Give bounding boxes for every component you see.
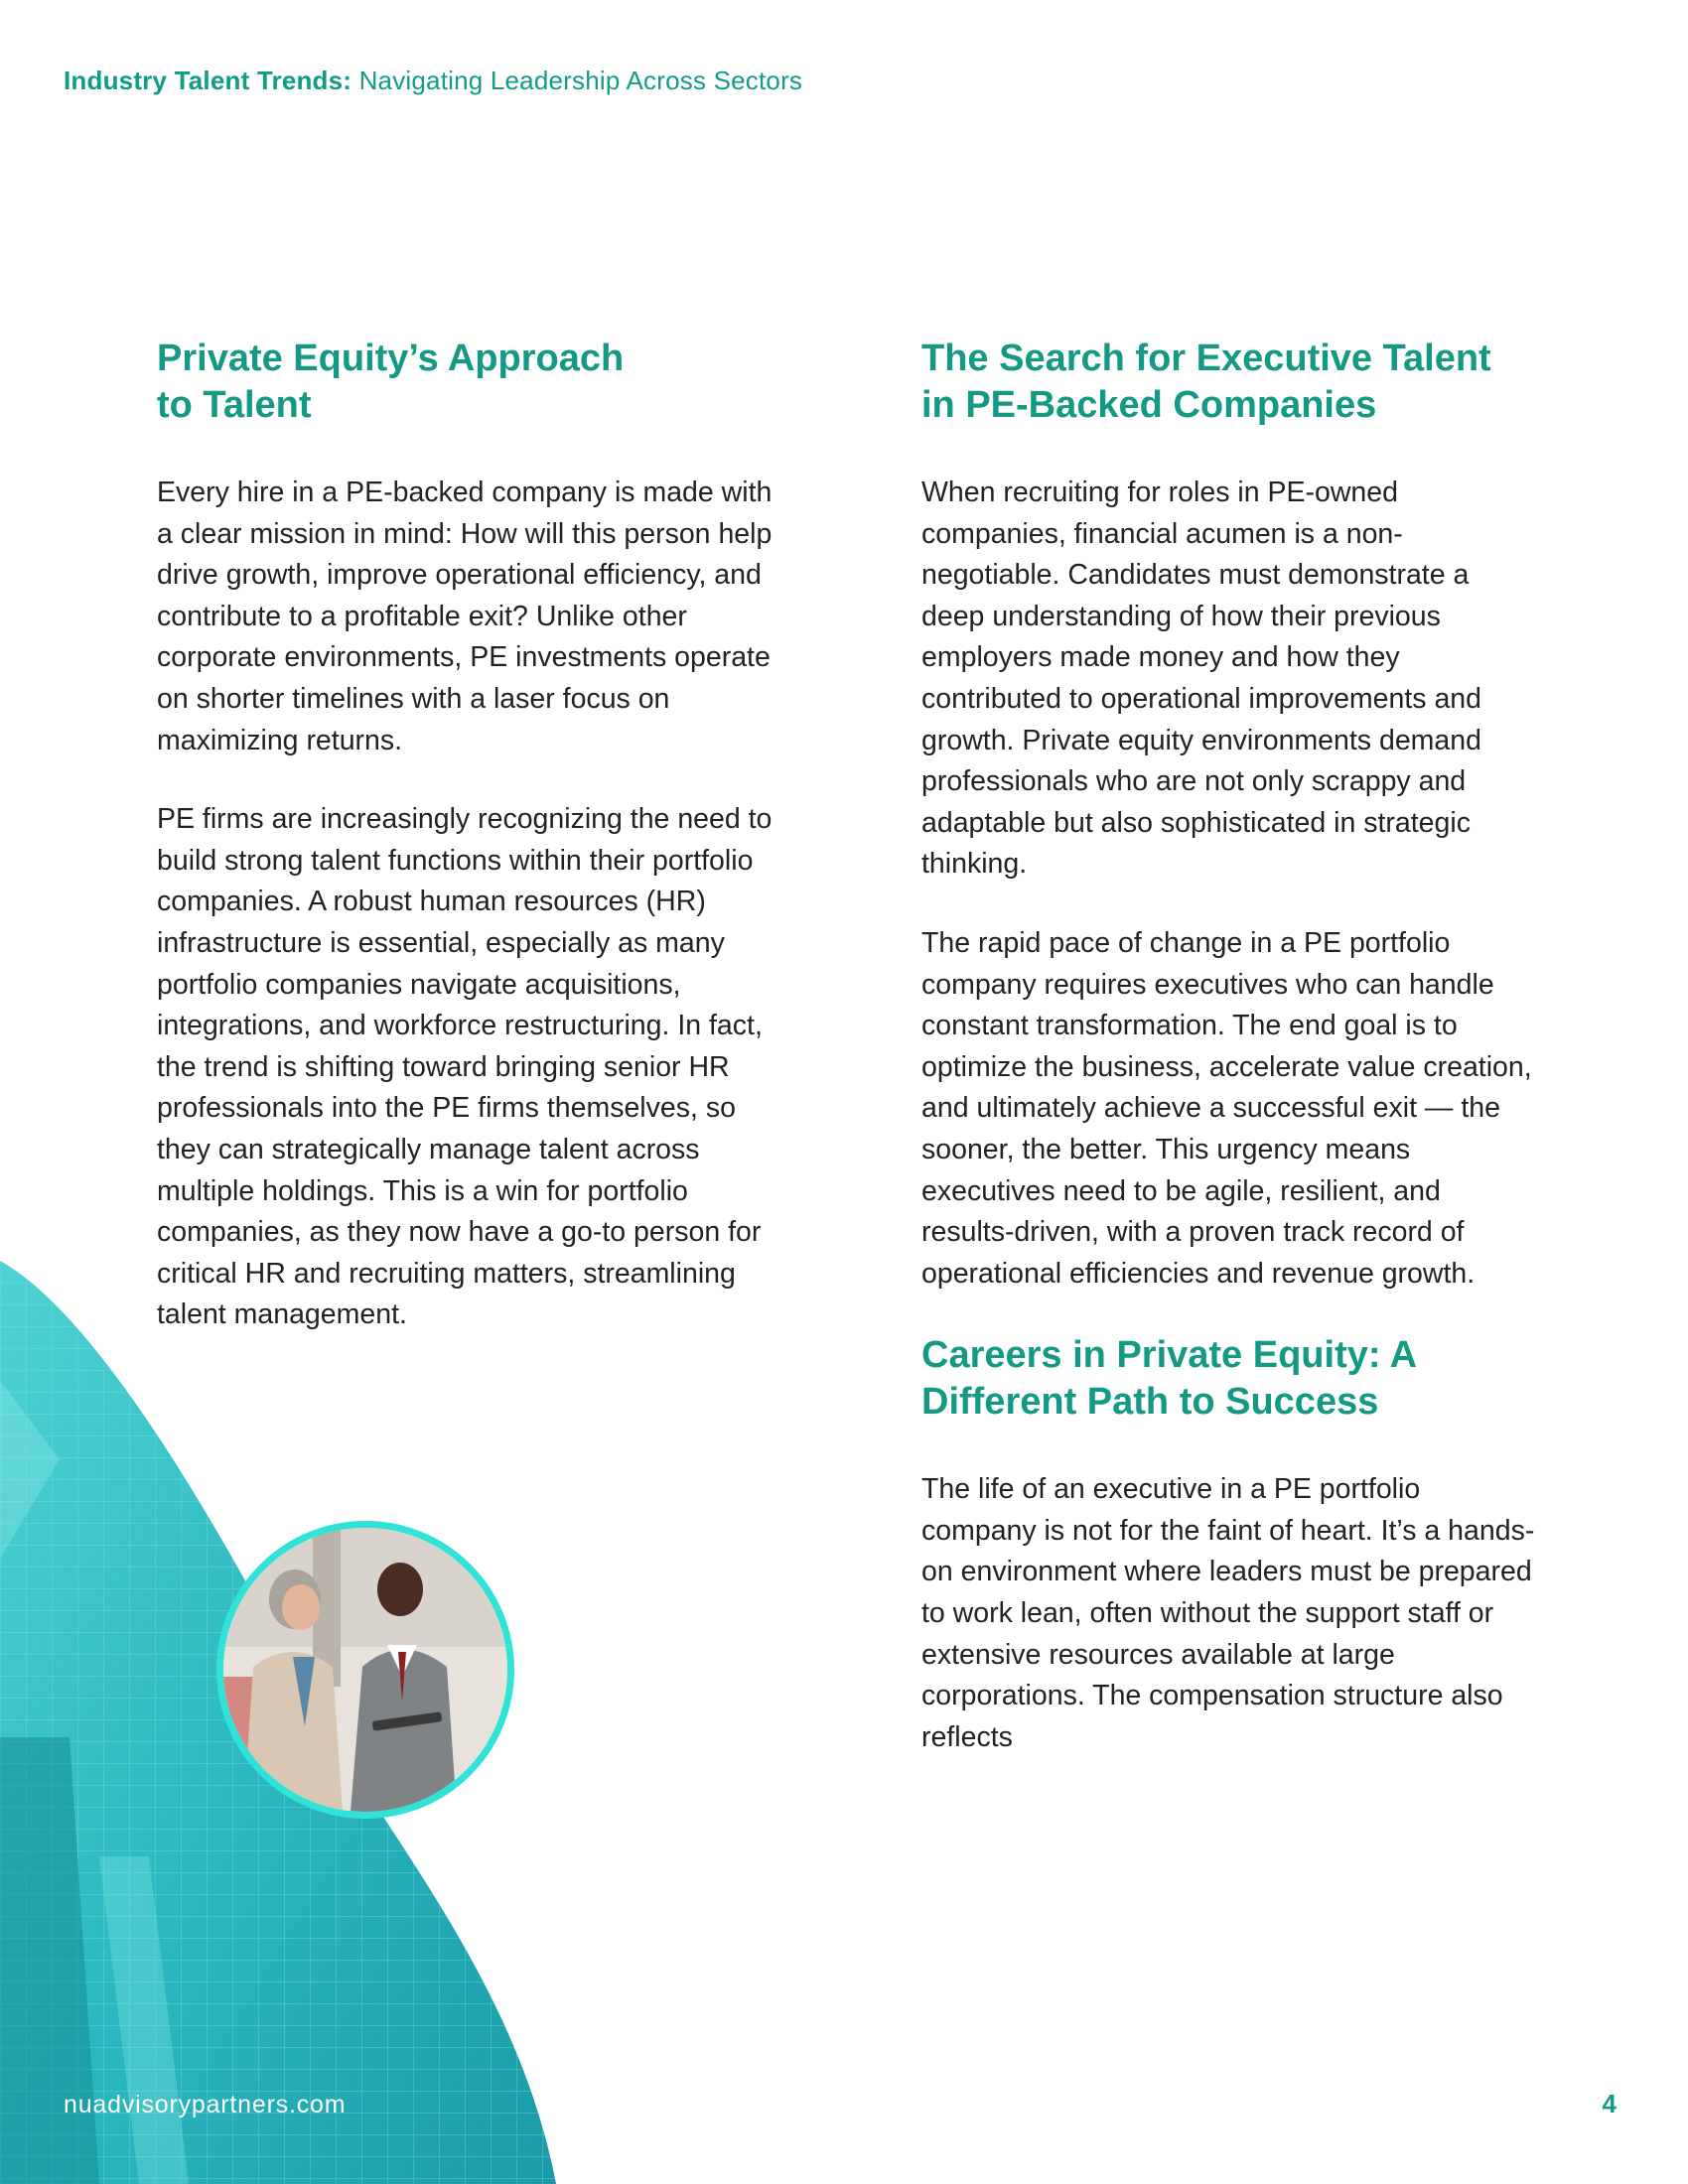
heading-line: in PE-Backed Companies — [921, 384, 1377, 426]
right-section-heading-2 — [921, 1332, 1537, 1426]
heading-line: to Talent — [157, 384, 312, 426]
header-bold: Industry Talent Trends: — [64, 66, 352, 95]
right-paragraph-2: The rapid pace of change in a PE portfolio company requires executives who can handle constant transformation. The end goal is to optimize the business, accelerate value creation, and ultimately achieve a successful exit — the sooner, the better. This urgency means executives need to be agile, resilient, and results-driven, with a proven track record of operational efficiencies and revenue growth. — [921, 926, 1532, 1290]
right-column — [921, 336, 1537, 1796]
right-paragraph-1: When recruiting for roles in PE-owned companies, financial acumen is a non-negotiable. Candidates must demonstrate a deep understanding of how their previous employers made money and how they contributed to operational improvements and growth. Private equity environments demand professionals who are not only scrappy and adaptable but also sophisticated in strategic thinking. — [921, 477, 1482, 881]
right-paragraph-3: The life of an executive in a PE portfolio company is not for the faint of heart. It’s a hands-on environment where leaders must be prepared to work lean, often without the support staff or extensive resources available at large corporations. The compensation structure also reflects — [921, 1473, 1535, 1753]
running-header — [64, 66, 802, 96]
left-column — [157, 336, 773, 1374]
left-paragraph-2: PE firms are increasingly recognizing the need to build strong talent functions within their portfolio companies. A robust human resources (HR) infrastructure is essential, especially as many portfolio companies navigate acquisitions, integrations, and workforce restructuring. In fact, the trend is shifting toward bringing senior HR professionals into the PE firms themselves, so they can strategically manage talent across multiple holdings. This is a win for portfolio companies, as they now have a go-to person for critical HR and recruiting matters, streamlining talent management. — [157, 803, 773, 1331]
heading-line: The Search for Executive Talent — [921, 338, 1491, 379]
header-subtitle: Navigating Leadership Across Sectors — [352, 66, 803, 95]
heading-line: Private Equity’s Approach — [157, 338, 625, 379]
right-section-heading-1 — [921, 336, 1537, 429]
page-number: 4 — [1602, 2089, 1617, 2118]
heading-line: Different Path to Success — [921, 1381, 1379, 1424]
heading-line: Careers in Private Equity: A — [921, 1334, 1418, 1377]
left-paragraph-1: Every hire in a PE-backed company is made with a clear mission in mind: How will this person help drive growth, improve operational efficiency, and contribute to a profitable exit? Unlike other corporate environments, PE investments operate on shorter timelines with a laser focus on maximizing returns. — [157, 477, 773, 756]
business-people-photo — [216, 1521, 514, 1819]
left-section-heading — [157, 336, 773, 429]
footer-website-link[interactable]: nuadvisorypartners.com — [64, 2091, 347, 2118]
